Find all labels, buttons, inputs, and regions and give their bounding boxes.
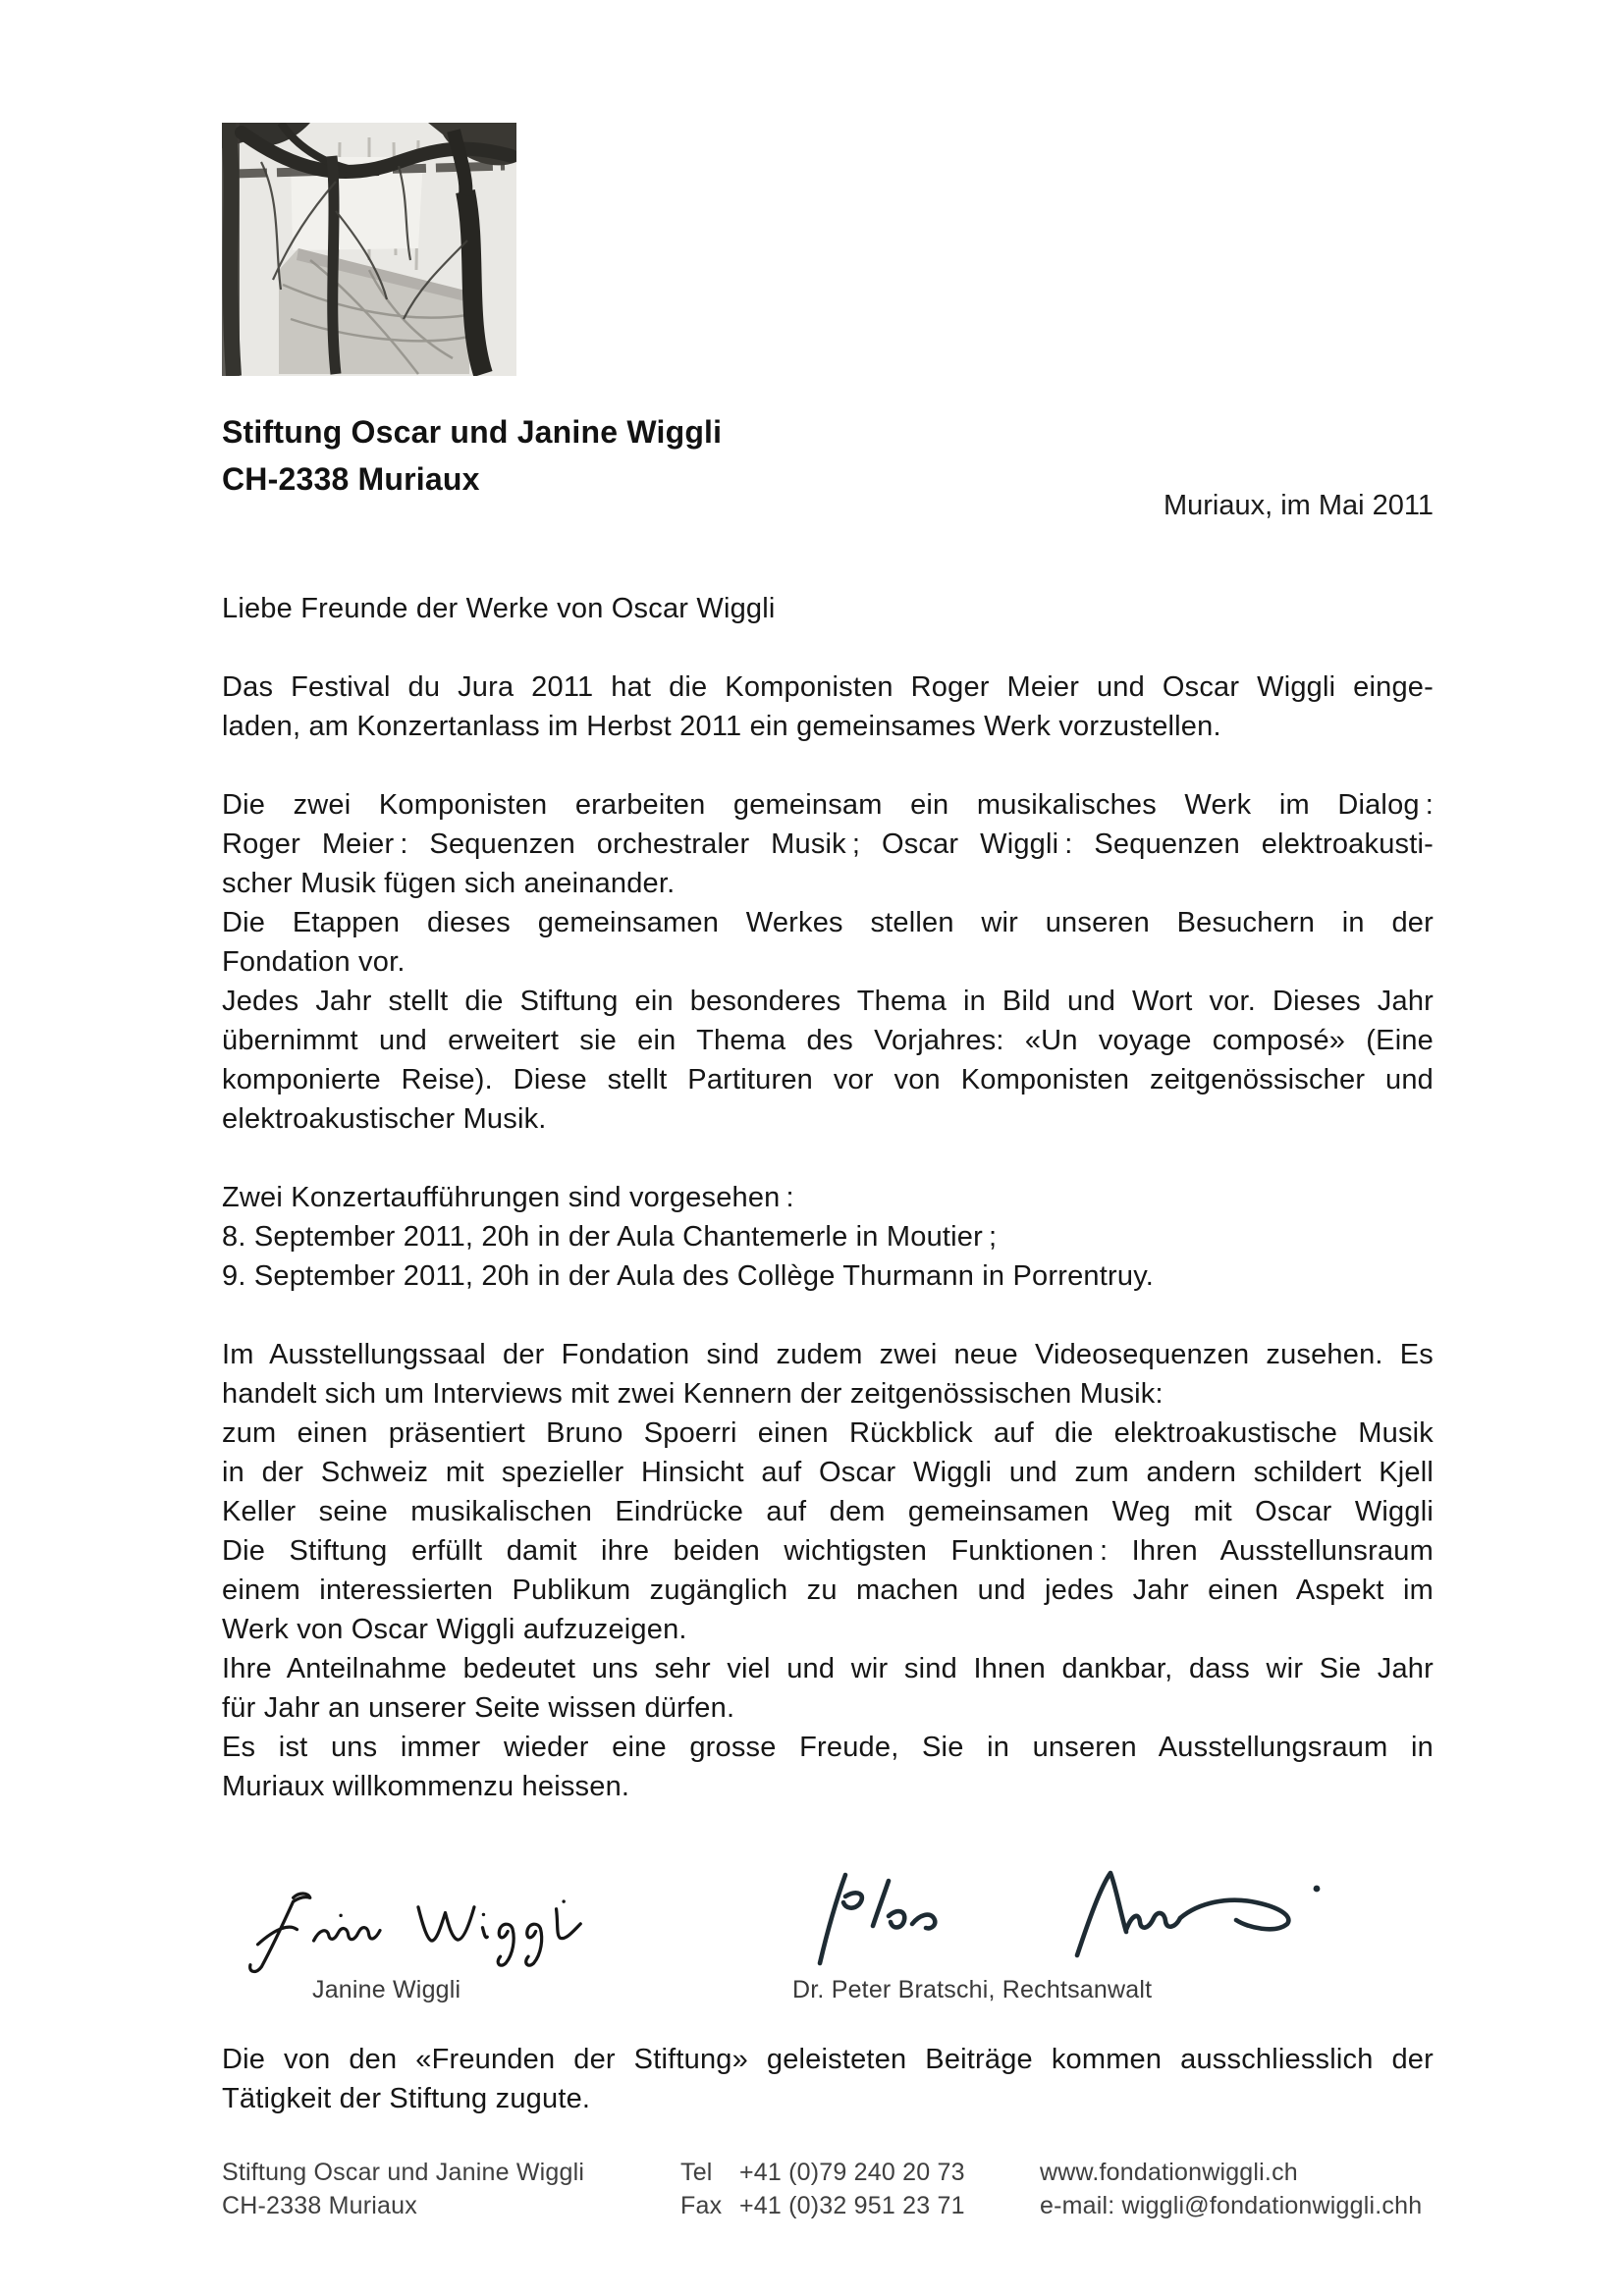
org-address: CH-2338 Muriaux: [222, 461, 480, 497]
footer-web-column: [1040, 2156, 1459, 2222]
text-line: 9. September 2011, 20h in der Aula des Collège Thurmann in Porrentruy.: [222, 1260, 1155, 1292]
signature-row: [222, 1863, 1434, 2035]
text-line: elektroakustischer Musik.: [222, 1103, 547, 1135]
text-line: 8. September 2011, 20h in der Aula Chantemerle in Moutier ;: [222, 1221, 998, 1253]
text-line: Im Ausstellungssaal der Fondation sind zudem zwei neue Videosequenzen zusehen. Es: [222, 1339, 1434, 1370]
text-line: Zwei Konzertaufführungen sind vorgesehen :: [222, 1182, 794, 1213]
footer-org-column: [222, 2156, 680, 2222]
footer-org-address: CH-2338 Muriaux: [222, 2192, 417, 2219]
text-line: Muriaux willkommenzu heissen.: [222, 1771, 630, 1802]
text-line: für Jahr an unserer Seite wissen dürfen.: [222, 1692, 735, 1724]
text-line: zum einen präsentiert Bruno Spoerri einen Rückblick auf die elektroakustische Musik: [222, 1417, 1434, 1449]
footer-fax-value: +41 (0)32 951 23 71: [739, 2192, 965, 2219]
text-line: Roger Meier : Sequenzen orchestraler Musik ; Oscar Wiggli : Sequenzen elektroakusti-: [222, 828, 1434, 860]
footer-tel-row: [680, 2156, 1040, 2189]
org-name: Stiftung Oscar und Janine Wiggli: [222, 414, 723, 450]
peter-bratschi-signature: [786, 1869, 1346, 1969]
dateline: Muriaux, im Mai 2011: [1163, 490, 1434, 521]
text-line: in der Schweiz mit spezieller Hinsicht auf Oscar Wiggli und zum andern schildert Kjell: [222, 1457, 1434, 1488]
text-line: laden, am Konzertanlass im Herbst 2011 ein gemeinsames Werk vorzustellen.: [222, 711, 1221, 742]
paragraph: [222, 785, 1434, 1139]
footer-org-name: Stiftung Oscar und Janine Wiggli: [222, 2159, 585, 2186]
footer-tel-label: Tel: [680, 2159, 713, 2186]
footer-fax-row: [680, 2189, 1040, 2222]
text-line: Werk von Oscar Wiggli aufzuzeigen.: [222, 1614, 687, 1645]
text-line: Die Etappen dieses gemeinsamen Werkes stellen wir unseren Besuchern in der: [222, 907, 1434, 938]
janine-wiggli-signature: [230, 1885, 642, 1978]
paragraph: [222, 667, 1434, 746]
salutation-block: [222, 589, 1434, 628]
text-line: Das Festival du Jura 2011 hat die Komponisten Roger Meier und Oscar Wiggli einge-: [222, 671, 1434, 703]
text-line: Ihre Anteilnahme bedeutet uns sehr viel und wir sind Ihnen dankbar, dass wir Sie Jahr: [222, 1653, 1434, 1684]
text-line: Es ist uns immer wieder eine grosse Freude, Sie in unseren Ausstellungsraum in: [222, 1732, 1434, 1763]
text-line: Keller seine musikalischen Eindrücke auf dem gemeinsamen Weg mit Oscar Wiggli: [222, 1496, 1434, 1527]
text-line: Die zwei Komponisten erarbeiten gemeinsam ein musikalisches Werk im Dialog :: [222, 789, 1434, 821]
paragraph: [222, 1178, 1434, 1296]
footer-website: www.fondationwiggli.ch: [1040, 2159, 1298, 2186]
signature-label-janine: Janine Wiggli: [312, 1976, 461, 2003]
text-line: Die Stiftung erfüllt damit ihre beiden wichtigsten Funktionen : Ihren Ausstellunsraum: [222, 1535, 1434, 1567]
text-line: Jedes Jahr stellt die Stiftung ein besonderes Thema in Bild und Wort vor. Dieses Jahr: [222, 986, 1434, 1017]
text-line: übernimmt und erweitert sie ein Thema des Vorjahres: «Un voyage composé» (Eine: [222, 1025, 1434, 1056]
text-line: handelt sich um Interviews mit zwei Kennern der zeitgenössischen Musik:: [222, 1378, 1164, 1410]
text-line: Die von den «Freunden der Stiftung» geleisteten Beiträge kommen ausschliesslich der: [222, 2044, 1434, 2075]
footer: [222, 2156, 1459, 2222]
letterhead-photo-logo: [222, 123, 516, 376]
footer-fax-label: Fax: [680, 2192, 723, 2219]
letter-body: [222, 589, 1434, 1845]
footer-phone-column: [680, 2156, 1040, 2222]
text-line: Tätigkeit der Stiftung zugute.: [222, 2083, 591, 2114]
salutation: Liebe Freunde der Werke von Oscar Wiggli: [222, 593, 776, 624]
footer-tel-value: +41 (0)79 240 20 73: [739, 2159, 965, 2186]
text-line: scher Musik fügen sich aneinander.: [222, 868, 676, 899]
paragraph: [222, 1335, 1434, 1806]
text-line: Fondation vor.: [222, 946, 406, 978]
footer-email: e-mail: wiggli@fondationwiggli.chh: [1040, 2192, 1423, 2219]
closing-note: [222, 2040, 1434, 2118]
text-line: komponierte Reise). Diese stellt Partituren vor von Komponisten zeitgenössischer und: [222, 1064, 1434, 1095]
text-line: einem interessierten Publikum zugänglich zu machen und jedes Jahr einen Aspekt im: [222, 1575, 1434, 1606]
signature-label-peter: Dr. Peter Bratschi, Rechtsanwalt: [792, 1976, 1153, 2003]
